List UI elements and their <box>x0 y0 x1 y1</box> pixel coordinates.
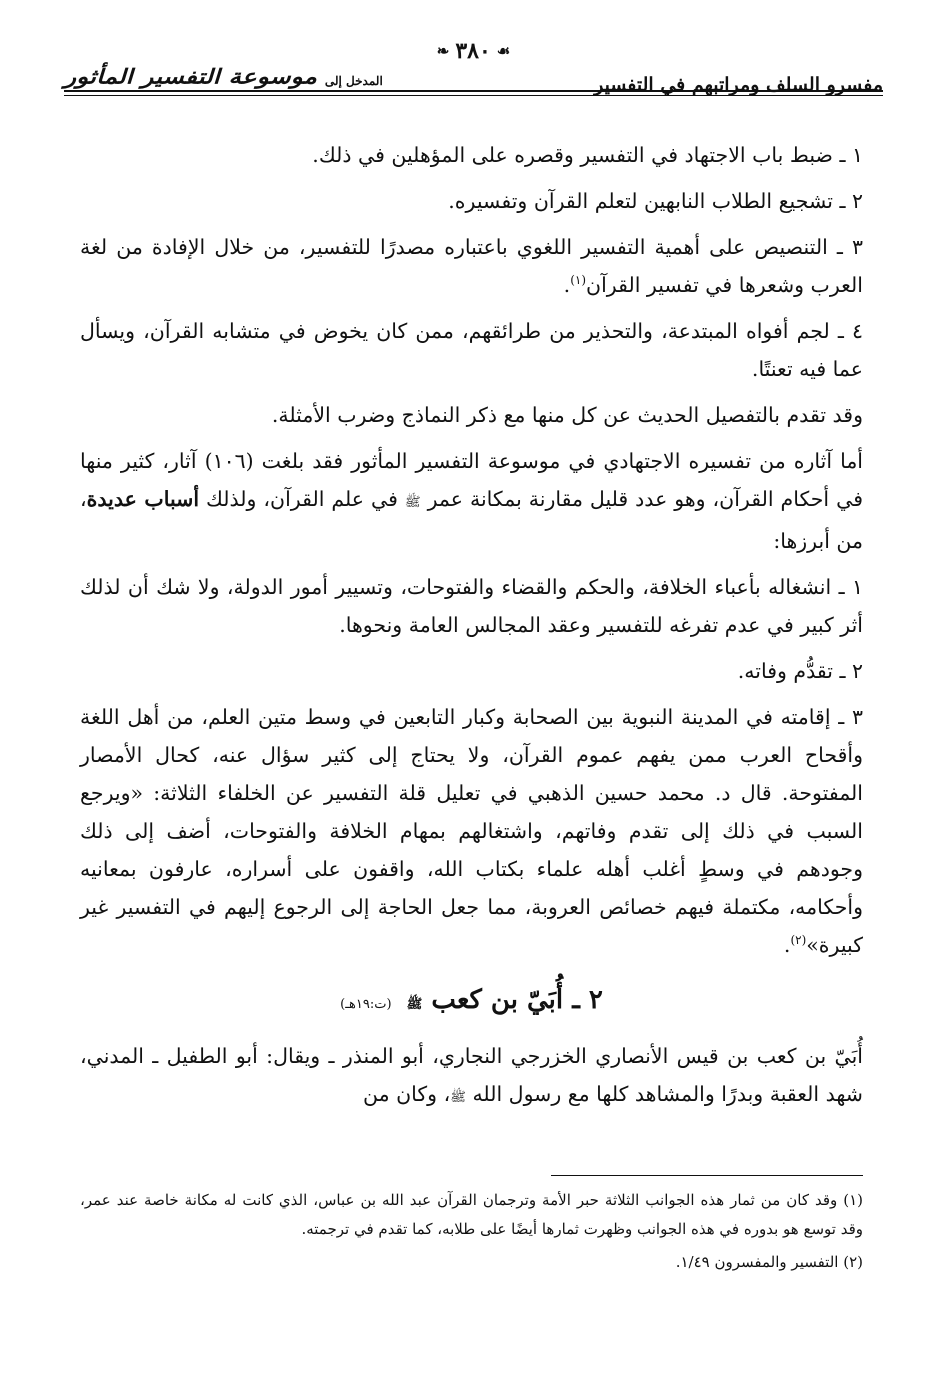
book-title-logo: موسوعة التفسير المأثور <box>64 64 317 89</box>
section-heading <box>80 980 863 1025</box>
honorific-icon: ﷺ <box>404 495 421 510</box>
ornament-left-icon: ❧ <box>436 42 450 60</box>
footnote-separator <box>551 1175 863 1176</box>
footnote-ref[interactable]: (٢) <box>790 933 807 948</box>
list-item <box>80 228 863 304</box>
paragraph-text: أما آثاره من تفسيره الاجتهادي في موسوعة التفسير المأثور فقد بلغت (١٠٦) آثار، كثير منها في أحكام القرآن، وهو عدد قليل مقارنة بمكانة عمر <box>80 449 863 511</box>
ornament-right-icon: ☙ <box>496 42 511 60</box>
list-item-end: . <box>563 273 571 297</box>
page-number: ٣٨٠ <box>455 38 491 64</box>
death-date: (ت:١٩هـ) <box>340 997 392 1012</box>
header-rule-thick <box>64 90 883 92</box>
list-item: ١ ـ ضبط باب الاجتهاد في التفسير وقصره على المؤهلين في ذلك. <box>312 143 863 167</box>
list-item-text: ٣ ـ التنصيص على أهمية التفسير اللغوي باعتباره مصدرًا للتفسير، من خلال الإفادة من لغة العرب وشعرها في تفسير القرآن <box>80 235 863 297</box>
footnote: (٢) التفسير والمفسرون ١/٤٩. <box>675 1253 863 1271</box>
book-intro-label: المدخل إلى <box>324 74 383 88</box>
section-name: أُبَيّ بن كعب <box>431 985 564 1015</box>
paragraph-text: أُبَيّ بن كعب بن قيس الأنصاري الخزرجي النجاري، أبو المنذر ـ ويقال: أبو الطفيل ـ المدني، شهد العقبة وبدرًا والمشاهد كلها مع رسول الله <box>80 1044 863 1106</box>
list-item: ١ ـ انشغاله بأعباء الخلافة، والحكم والقضاء والفتوحات، وتسيير أمور الدولة، ولا شك أن لذلك أثر كبير في عدم تفرغه للتفسير وعقد المجالس العامة ونحوها. <box>80 575 863 637</box>
section-number: ٢ ـ <box>572 985 603 1015</box>
footnote: (١) وقد كان من ثمار هذه الجوانب الثلاثة حبر الأمة وترجمان القرآن عبد الله بن عباس، الذي كانت له مكانة خاصة عند عمر، وقد توسع هو بدوره في هذه الجوانب وظهرت ثمارها أيضًا على طلابه، كما تقدم في ترجمته. <box>80 1191 863 1238</box>
paragraph-athar <box>80 442 863 560</box>
header-rule-thin <box>64 95 883 96</box>
paragraph-detail: وقد تقدم بالتفصيل الحديث عن كل منها مع ذكر النماذج وضرب الأمثلة. <box>271 403 863 427</box>
list-item <box>80 698 863 964</box>
list-item-end: . <box>783 933 791 957</box>
chapter-title: مفسرو السلف ومراتبهم في التفسير <box>594 74 883 96</box>
list-item-text: ٣ ـ إقامته في المدينة النبوية بين الصحابة وكبار التابعين في وسط متين العلم، من أهل اللغة وأقحاح العرب ممن يفهم عموم القرآن، ولا يحتاج إلى كثير سؤال عنه، كحال الأمصار المفتوحة. قال د. محمد حسين الذهبي في تعليل قلة التفسير عن الخلفاء الثلاثة: «ويرجع السبب في ذلك إلى تقدم وفاتهم، واشتغالهم بمهام الخلافة والفتوحات، أضف إلى ذلك وجودهم في وسطٍ أغلب أهله علماء بكتاب الله، واقفون على أسراره، عارفون بمعانيه وأحكامه، مكتملة فيهم خصائص العروبة، مما جعل الحاجة إلى الرجوع إليهم في التفسير غير كبيرة» <box>80 705 863 957</box>
list-item: ٢ ـ تشجيع الطلاب النابهين لتعلم القرآن وتفسيره. <box>448 189 863 213</box>
paragraph-text: ، من أبرزها: <box>80 487 863 553</box>
book-title-block <box>64 62 383 91</box>
biography-paragraph <box>80 1037 863 1117</box>
bold-phrase: أسباب عديدة <box>86 487 200 511</box>
list-item: ٤ ـ لجم أفواه المبتدعة، والتحذير من طرائقهم، ممن كان يخوض في متشابه القرآن، ويسأل عما فيه تعنتًا. <box>80 319 863 381</box>
main-text <box>80 136 863 1125</box>
list-item: ٢ ـ تقدُّم وفاته. <box>737 659 863 683</box>
honorific-icon: ﷺ <box>406 997 423 1012</box>
paragraph-text: في علم القرآن، ولذلك <box>206 487 398 511</box>
footnote-ref[interactable]: (١) <box>570 273 587 288</box>
page-number-block <box>0 38 947 64</box>
paragraph-text: ، وكان من <box>362 1082 451 1106</box>
honorific-icon: ﷺ <box>450 1090 466 1105</box>
footnotes <box>80 1186 863 1281</box>
